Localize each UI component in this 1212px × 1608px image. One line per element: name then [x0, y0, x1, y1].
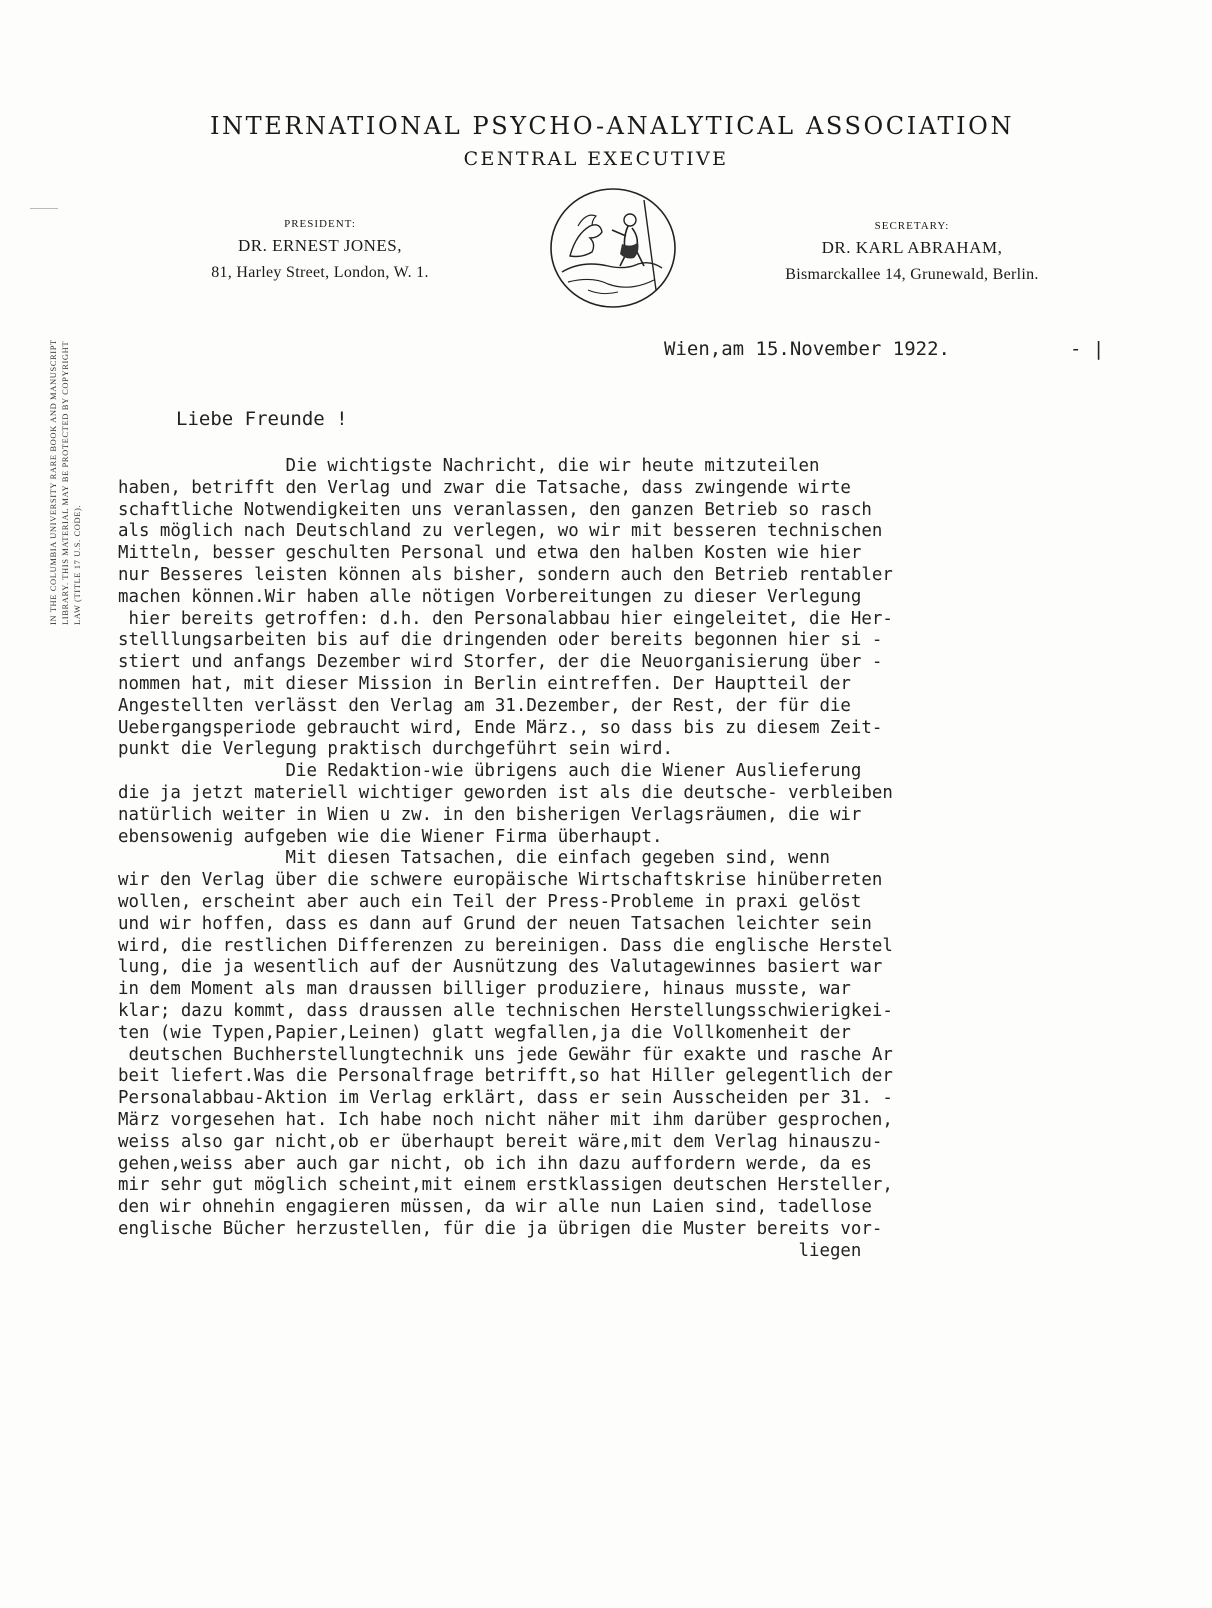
body-line: gehen,weiss aber auch gar nicht, ob ich ihn dazu auffordern werde, da es	[118, 1153, 872, 1174]
secretary-address: Bismarckallee 14, Grunewald, Berlin.	[785, 266, 1039, 283]
body-line: Die wichtigste Nachricht, die wir heute mitzuteilen	[118, 456, 820, 476]
body-line: ebensowenig aufgeben wie die Wiener Firma überhaupt.	[118, 826, 663, 847]
body-line: als möglich nach Deutschland zu verlegen, wo wir mit besseren technischen	[118, 521, 883, 542]
body-line: wird, die restlichen Differenzen zu bereinigen. Dass die englische Herstel	[118, 935, 893, 956]
body-line: klar; dazu kommt, dass draussen alle technischen Herstellungsschwierigkei-	[118, 1000, 893, 1021]
body-line: lung, die ja wesentlich auf der Ausnützung des Valutagewinnes basiert war	[118, 957, 883, 978]
copyright-notice: IN THE COLUMBIA UNIVERSITY RARE BOOK AND MANUSCRIPT LIBRARY. THIS MATERIAL MAY BE PROTECTED BY COPYRIGHT LAW (TITLE 17 U.S. CODE).	[48, 339, 82, 625]
body-line: nur Besseres leisten können als bisher, sondern auch den Betrieb rentabler	[118, 564, 893, 585]
organization-name: INTERNATIONAL PSYCHO-ANALYTICAL ASSOCIATION	[209, 112, 1015, 140]
body-line: stelllungsarbeiten bis auf die dringenden oder bereits begonnen hier si -	[118, 630, 883, 651]
secretary-block	[742, 220, 1082, 284]
body-line: Personalabbau-Aktion im Verlag erklärt, dass er sein Ausscheiden per 31. -	[118, 1088, 893, 1109]
body-line: Die Redaktion-wie übrigens auch die Wiener Auslieferung	[118, 761, 862, 782]
body-line: nommen hat, mit dieser Mission in Berlin eintreffen. Der Hauptteil der	[118, 673, 851, 694]
letter-body	[118, 456, 893, 1262]
body-line: hier bereits getroffen: d.h. den Personalabbau hier eingeleitet, die Her-	[118, 608, 893, 629]
oedipus-sphinx-seal-icon	[548, 186, 678, 310]
body-line: machen können.Wir haben alle nötigen Vorbereitungen zu dieser Verlegung	[118, 586, 862, 607]
body-line: weiss also gar nicht,ob er überhaupt bereit wäre,mit dem Verlag hinauszu-	[118, 1131, 883, 1152]
secretary-role: SECRETARY:	[874, 220, 950, 232]
body-line: Mitteln, besser geschulten Personal und etwa den halben Kosten wie hier	[118, 543, 862, 564]
salutation: Liebe Freunde !	[176, 408, 348, 430]
body-line: März vorgesehen hat. Ich habe noch nicht näher mit ihm darüber gesprochen,	[118, 1109, 893, 1130]
body-line: die ja jetzt materiell wichtiger geworden ist als die deutsche- verbleiben	[118, 782, 893, 803]
president-block	[160, 218, 480, 282]
secretary-name: DR. KARL ABRAHAM,	[821, 238, 1003, 257]
body-line: stiert und anfangs Dezember wird Storfer, der die Neuorganisierung über -	[118, 652, 883, 673]
body-line: den wir ohnehin engagieren müssen, da wir alle nun Laien sind, tadellose	[118, 1197, 872, 1218]
body-line: Angestellten verlässt den Verlag am 31.Dezember, der Rest, der für die	[118, 695, 851, 716]
body-line: mir sehr gut möglich scheint,mit einem erstklassigen deutschen Hersteller,	[118, 1175, 893, 1196]
body-line: natürlich weiter in Wien u zw. in den bisherigen Verlagsräumen, die wir	[118, 804, 862, 825]
body-line: haben, betrifft den Verlag und zwar die Tatsache, dass zwingende wirte	[118, 477, 851, 498]
body-line: wollen, erscheint aber auch ein Teil der Press-Probleme in praxi gelöst	[118, 891, 862, 912]
body-line: beit liefert.Was die Personalfrage betrifft,so hat Hiller gelegentlich der	[118, 1066, 893, 1087]
president-role: PRESIDENT:	[284, 218, 356, 230]
date-line: Wien,am 15.November 1922.	[664, 338, 950, 360]
body-line: Mit diesen Tatsachen, die einfach gegeben sind, wenn	[118, 848, 830, 869]
body-line: deutschen Buchherstellungtechnik uns jede Gewähr für exakte und rasche Ar	[118, 1044, 893, 1065]
body-line: in dem Moment als man draussen billiger produziere, hinaus musste, war	[118, 979, 851, 1000]
body-line: Uebergangsperiode gebraucht wird, Ende März., so dass bis zu diesem Zeit-	[118, 717, 883, 738]
body-line: schaftliche Notwendigkeiten uns veranlassen, den ganzen Betrieb so rasch	[118, 499, 872, 520]
president-name: DR. ERNEST JONES,	[237, 236, 403, 255]
body-line: englische Bücher herzustellen, für die ja übrigen die Muster bereits vor-	[118, 1218, 883, 1239]
body-line: wir den Verlag über die schwere europäische Wirtschaftskrise hinüberreten	[118, 870, 883, 891]
body-line: punkt die Verlegung praktisch durchgeführt sein wird.	[118, 739, 673, 760]
organization-subtitle: CENTRAL EXECUTIVE	[463, 148, 729, 170]
president-address: 81, Harley Street, London, W. 1.	[211, 264, 429, 281]
body-line: und wir hoffen, dass es dann auf Grund der neuen Tatsachen leichter sein	[118, 913, 872, 934]
body-line: ten (wie Typen,Papier,Leinen) glatt wegfallen,ja die Vollkomenheit der	[118, 1022, 851, 1043]
margin-mark	[30, 208, 58, 209]
body-line: liegen	[118, 1240, 862, 1261]
date-mark: - |	[1070, 338, 1105, 360]
